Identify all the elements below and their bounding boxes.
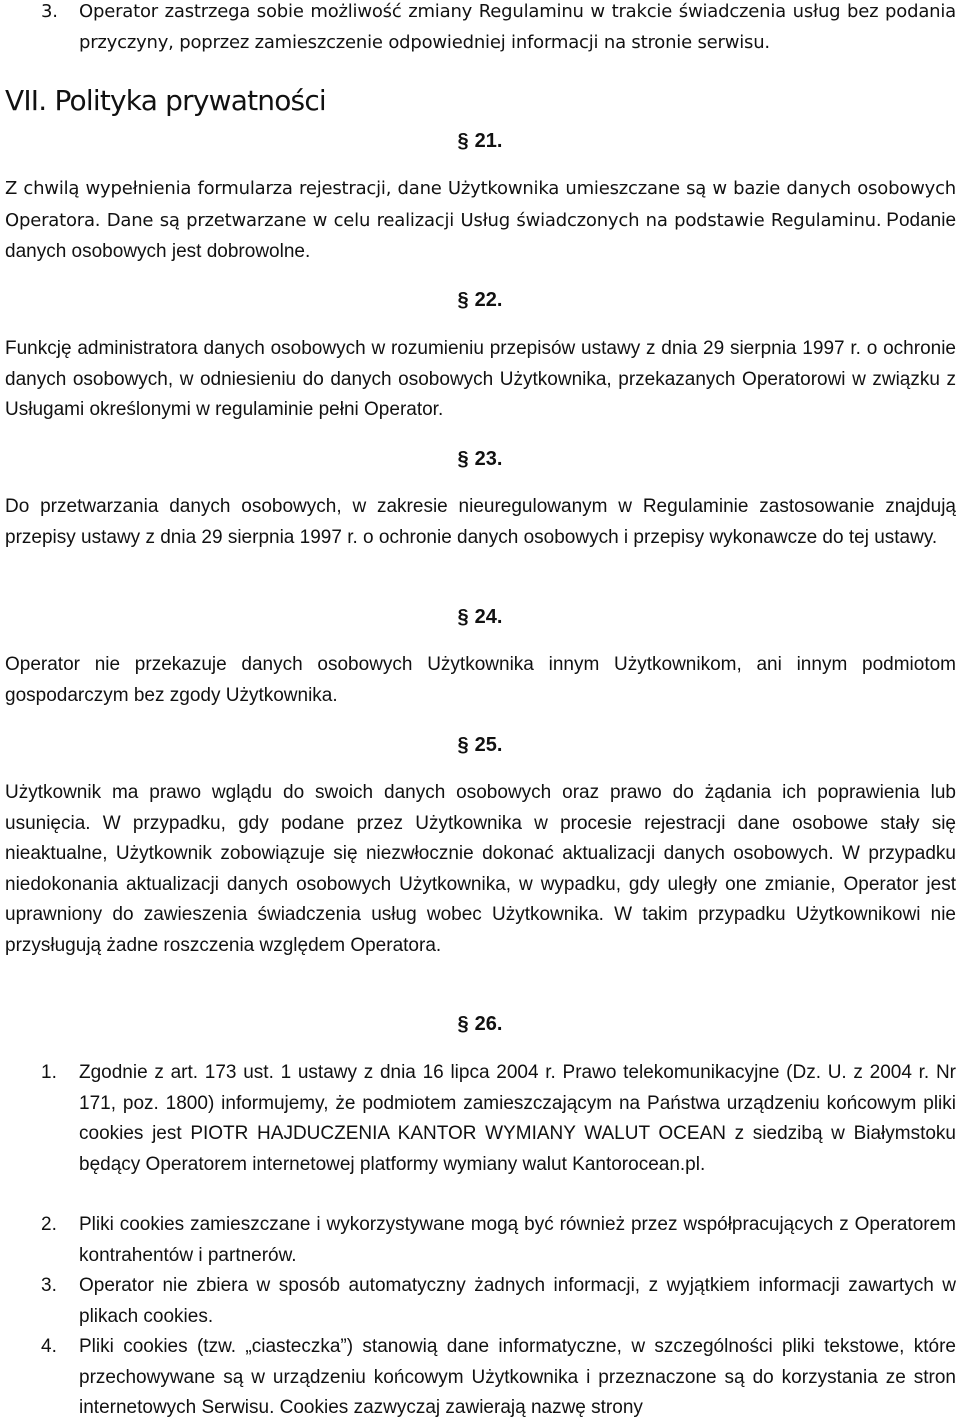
list-item [41, 1210, 956, 1271]
section-number: 21. [474, 130, 503, 152]
section-symbol: § [457, 289, 469, 311]
paragraph-21-text-b: Podanie danych osobowych jest dobrowolne. [5, 209, 957, 262]
section-symbol: § [457, 448, 469, 470]
list-number: 3. [41, 1, 58, 22]
list-text: Zgodnie z art. 173 ust. 1 ustawy z dnia 16 lipca 2004 r. Prawo telekomunikacyjne (Dz. U. z 2004 r. Nr 171, poz. 1800) informujemy, że podmiotem zamieszczającym na Państwa urządzeniu końcowym pliki cookies jest PIOTR HAJDUCZENIA KANTOR WYMIANY WALUT OCEAN z siedzibą w Białymstoku będący Operatorem internetowej platformy wymiany walut Kantorocean.pl. [79, 1062, 956, 1175]
paragraph-21-text: Z chwilą wypełnienia formularza rejestracji, dane Użytkownika umieszczane są w bazie danych osobowych Operatora. Dane są przetwarzane w celu realizacji Usług świadczonych na podstawie Regulaminu. [5, 178, 956, 231]
list-item [41, 1058, 956, 1180]
paragraph-22: Funkcję administratora danych osobowych w rozumieniu przepisów ustawy z dnia 29 sierpnia 1997 r. o ochronie danych osobowych, w odniesieniu do danych osobowych Użytkownika, przekazanych Operatorowi w związku z Usługami określonymi w regulaminie pełni Operator. [5, 338, 956, 420]
section-symbol: § [457, 606, 469, 628]
section-heading-24 [0, 606, 960, 629]
paragraph-25: Użytkownik ma prawo wglądu do swoich danych osobowych oraz prawo do żądania ich poprawienia lub usunięcia. W przypadku, gdy podane przez Użytkownika w procesie rejestracji dane osobowe stały się nieaktualne, Użytkownik zobowiązuje się niezwłocznie dokonać aktualizacji danych osobowych. W przypadku niedokonania aktualizacji danych osobowych Użytkownika, w wypadku, gdy uległy one zmianie, Operator jest uprawniony do zawieszenia świadczenia usług wobec Użytkownika. W takim przypadku Użytkownikowi nie przysługują żadne roszczenia względem Operatora. [5, 782, 956, 956]
list-text: Operator nie zbiera w sposób automatyczny żadnych informacji, z wyjątkiem informacji zawartych w plikach cookies. [79, 1275, 956, 1327]
list-text: Pliki cookies (tzw. „ciasteczka”) stanowią dane informatyczne, w szczególności pliki tekstowe, które przechowywane są w urządzeniu końcowym Użytkownika i przeznaczone są do korzystania ze stron internetowych Serwisu. Cookies zazwyczaj zawierają nazwę strony [79, 1336, 956, 1418]
list-number: 1. [41, 1062, 57, 1083]
section-symbol: § [457, 1013, 469, 1035]
chapter-title: VII. Polityka prywatności [5, 84, 326, 117]
section-heading-23 [0, 448, 960, 471]
section-number: 26. [474, 1013, 503, 1035]
list-number: 3. [41, 1275, 57, 1296]
section-heading-26 [0, 1013, 960, 1036]
list-text: Pliki cookies zamieszczane i wykorzystywane mogą być również przez współpracujących z Operatorem kontrahentów i partnerów. [79, 1214, 956, 1266]
paragraph-21 [5, 174, 956, 269]
section-symbol: § [457, 734, 469, 756]
paragraph-24: Operator nie przekazuje danych osobowych Użytkownika innym Użytkownikom, ani innym podmiotom gospodarczym bez zgody Użytkownika. [5, 654, 956, 706]
section-number: 24. [474, 606, 503, 628]
list-item [41, 0, 956, 58]
section-heading-21 [0, 130, 960, 153]
section-heading-25 [0, 734, 960, 757]
section-symbol: § [457, 130, 469, 152]
list-number: 2. [41, 1214, 57, 1235]
list-text: Operator zastrzega sobie możliwość zmiany Regulaminu w trakcie świadczenia usług bez podania przyczyny, poprzez zamieszczenie odpowiedniej informacji na stronie serwisu. [79, 1, 956, 53]
paragraph-23: Do przetwarzania danych osobowych, w zakresie nieuregulowanym w Regulaminie zastosowanie znajdują przepisy ustawy z dnia 29 sierpnia 1997 r. o ochronie danych osobowych i przepisy wykonawcze do tej ustawy. [5, 496, 956, 548]
list-number: 4. [41, 1336, 57, 1357]
section-number: 25. [474, 734, 503, 756]
section-number: 22. [474, 289, 503, 311]
section-heading-22 [0, 289, 960, 312]
section-number: 23. [474, 448, 503, 470]
list-item [41, 1332, 956, 1424]
list-item [41, 1271, 956, 1332]
